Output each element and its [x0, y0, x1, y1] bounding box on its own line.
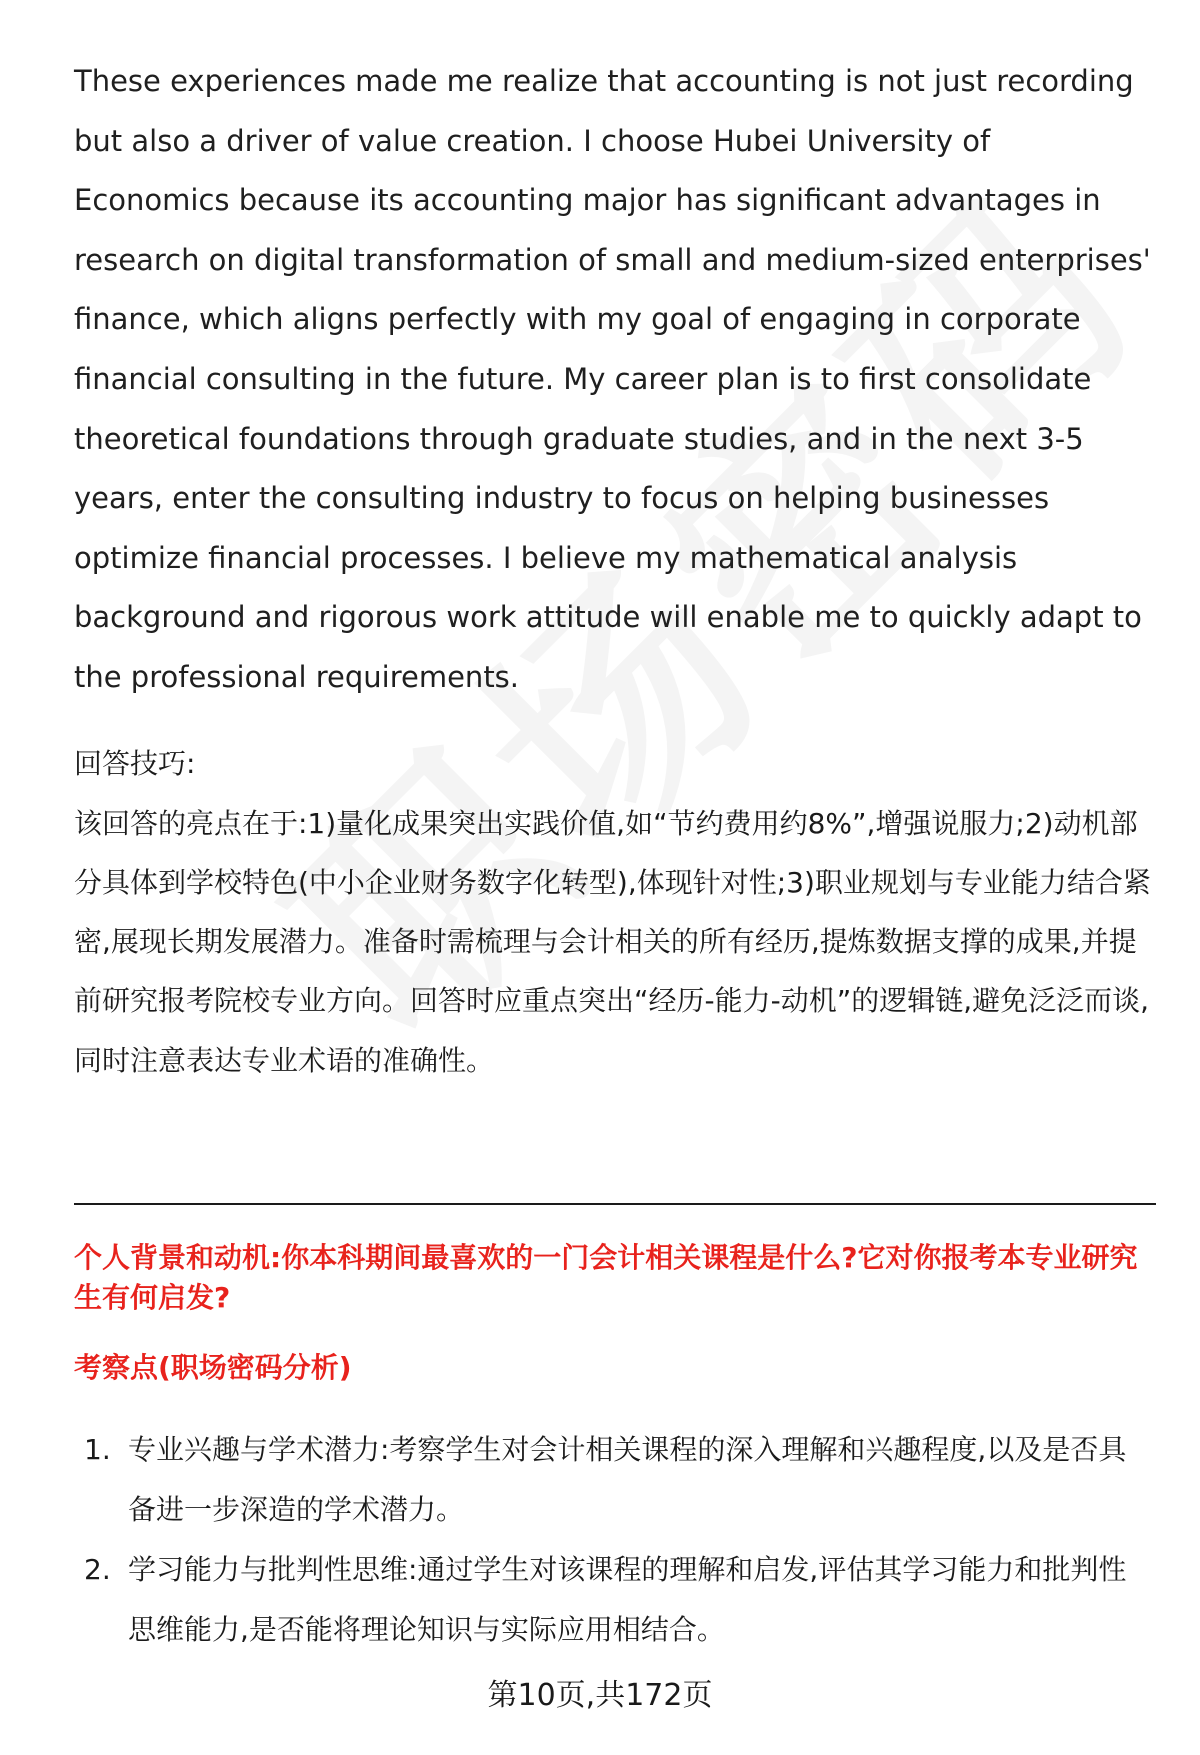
- tips-label: 回答技巧:: [74, 746, 196, 780]
- question-title: 个人背景和动机:你本科期间最喜欢的一门会计相关课程是什么?它对你报考本专业研究生有何启发?: [74, 1241, 1138, 1314]
- section-divider: [74, 1203, 1156, 1205]
- list-item-number: 2.: [84, 1553, 111, 1586]
- list-item-text: 学习能力与批判性思维:通过学生对该课程的理解和启发,评估其学习能力和批判性思维能力,是否能将理论知识与实际应用相结合。: [128, 1553, 1127, 1646]
- assessment-points-list: [74, 1420, 1154, 1660]
- document-body: [74, 52, 1154, 1090]
- list-item: [74, 1540, 1154, 1660]
- list-item: [74, 1420, 1154, 1540]
- section-title: 考察点(职场密码分析): [74, 1351, 352, 1384]
- tips-body: 该回答的亮点在于:1)量化成果突出实践价值,如“节约费用约8%”,增强说服力;2)动机部分具体到学校特色(中小企业财务数字化转型),体现针对性;3)职业规划与专业能力结合紧密,展现长期发展潜力。准备时需梳理与会计相关的所有经历,提炼数据支撑的成果,并提前研究报考院校专业方向。回答时应重点突出“经历-能力-动机”的逻辑链,避免泛泛而谈,同时注意表达专业术语的准确性。: [74, 806, 1151, 1077]
- page-number: 第10页,共172页: [487, 1678, 713, 1713]
- list-item-text: 专业兴趣与学术潜力:考察学生对会计相关课程的深入理解和兴趣程度,以及是否具备进一步深造的学术潜力。: [128, 1433, 1127, 1526]
- list-item-number: 1.: [84, 1433, 111, 1466]
- essay-paragraph: These experiences made me realize that accounting is not just recording but also a driver of value creation. I choose Hubei University of Economics because its accounting major has significant advantages in research on digital transformation of small and medium-sized enterprises' finance, which aligns perfectly with my goal of engaging in corporate financial consulting in the future. My career plan is to first consolidate theoretical foundations through graduate studies, and in the next 3-5 years, enter the consulting industry to focus on helping businesses optimize financial processes. I believe my mathematical analysis background and rigorous work attitude will enable me to quickly adapt to the professional requirements.: [74, 64, 1151, 694]
